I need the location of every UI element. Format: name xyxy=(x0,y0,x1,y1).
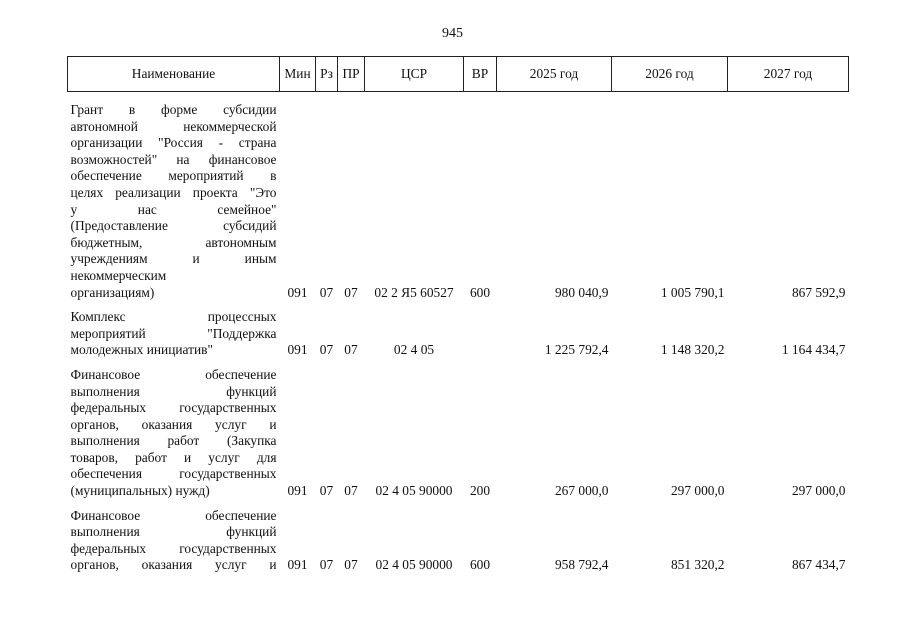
row-name-line: обеспечение мероприятий в xyxy=(70,168,277,184)
cell-2027: 297 000,0 xyxy=(791,483,846,499)
cell-2026: 1 005 790,1 xyxy=(660,284,725,300)
row-name-line: бюджетным, автономным xyxy=(70,234,277,250)
cell-min: 091 xyxy=(287,557,308,573)
cell-pr: 07 xyxy=(344,284,358,300)
row-spacer xyxy=(68,360,849,367)
header-csr: ЦСР xyxy=(365,57,464,92)
cell-vr: 600 xyxy=(469,284,491,300)
row-name-line: выполнения функций xyxy=(70,383,277,399)
table-row xyxy=(68,508,849,575)
row-name-line: целях реализации проекта "Это xyxy=(70,184,277,200)
header-vr: ВР xyxy=(464,57,497,92)
row-name-line: федеральных государственных xyxy=(70,540,277,556)
row-name-line: организациям) xyxy=(70,284,155,300)
row-name-line: у нас семейное" xyxy=(70,201,277,217)
cell-2026: 297 000,0 xyxy=(670,483,725,499)
row-name-line: (Предоставление субсидий xyxy=(70,218,277,234)
cell-csr: 02 4 05 90000 xyxy=(375,557,453,573)
cell-rz: 07 xyxy=(319,284,334,300)
cell-csr: 02 4 05 90000 xyxy=(375,483,453,499)
cell-2025: 1 225 792,4 xyxy=(544,342,609,358)
row-name-line: автономной некоммерческой xyxy=(70,118,277,134)
cell-min: 091 xyxy=(287,483,308,499)
row-name-line: федеральных государственных xyxy=(70,400,277,416)
row-spacer xyxy=(68,302,849,309)
cell-2027: 1 164 434,7 xyxy=(781,342,846,358)
table-header-row xyxy=(68,57,849,92)
row-name xyxy=(68,508,280,575)
cell-pr: 07 xyxy=(344,342,358,358)
cell-2025: 267 000,0 xyxy=(554,483,609,499)
header-name: Наименование xyxy=(68,57,280,92)
row-name-line: мероприятий "Поддержка xyxy=(70,325,277,341)
row-name-line: возможностей" на финансовое xyxy=(70,151,277,167)
cell-vr xyxy=(464,309,497,360)
row-name-line: (муниципальных) нужд) xyxy=(70,483,210,499)
cell-csr: 02 2 Я5 60527 xyxy=(374,284,454,300)
row-name xyxy=(68,367,280,501)
row-name-line: Финансовое обеспечение xyxy=(70,507,277,523)
cell-2026: 1 148 320,2 xyxy=(660,342,725,358)
row-spacer xyxy=(68,501,849,508)
cell-rz: 07 xyxy=(319,483,334,499)
cell-rz: 07 xyxy=(319,342,334,358)
row-name-line: Комплекс процессных xyxy=(70,309,277,325)
header-2026: 2026 год xyxy=(612,57,728,92)
table-row xyxy=(68,102,849,302)
header-2025: 2025 год xyxy=(497,57,612,92)
cell-2027: 867 434,7 xyxy=(791,557,846,573)
cell-vr: 200 xyxy=(469,483,491,499)
cell-2025: 980 040,9 xyxy=(554,284,609,300)
cell-min: 091 xyxy=(287,284,308,300)
row-name-line: молодежных инициатив" xyxy=(70,342,213,358)
table-row xyxy=(68,367,849,501)
table-body xyxy=(68,92,849,576)
row-name-line: некоммерческим xyxy=(70,267,167,283)
row-name-line: товаров, работ и услуг для xyxy=(70,449,277,465)
row-name-line: органов, оказания услуг и xyxy=(70,416,277,432)
cell-pr: 07 xyxy=(344,557,358,573)
row-name-line: Финансовое обеспечение xyxy=(70,366,277,382)
cell-2026: 851 320,2 xyxy=(670,557,725,573)
cell-vr: 600 xyxy=(469,557,491,573)
cell-rz: 07 xyxy=(319,557,334,573)
header-pr: ПР xyxy=(338,57,365,92)
header-2027: 2027 год xyxy=(728,57,849,92)
cell-min: 091 xyxy=(287,342,308,358)
row-name xyxy=(68,102,280,302)
row-spacer xyxy=(68,92,849,103)
table-row xyxy=(68,309,849,360)
row-name xyxy=(68,309,280,360)
header-min: Мин xyxy=(280,57,316,92)
cell-pr: 07 xyxy=(344,483,358,499)
row-name-line: выполнения функций xyxy=(70,524,277,540)
cell-csr: 02 4 05 xyxy=(393,342,435,358)
row-name-line: организации "Россия - страна xyxy=(70,135,277,151)
cell-2025: 958 792,4 xyxy=(554,557,609,573)
row-name-line: учреждениям и иным xyxy=(70,251,277,267)
row-name-line: выполнения работ (Закупка xyxy=(70,433,277,449)
row-name-line: Грант в форме субсидии xyxy=(70,102,277,117)
header-rz: Рз xyxy=(316,57,338,92)
cell-2027: 867 592,9 xyxy=(791,284,846,300)
page-number: 945 xyxy=(442,26,463,41)
budget-table xyxy=(67,56,849,575)
row-name-line: обеспечения государственных xyxy=(70,466,277,482)
row-name-line: органов, оказания услуг и xyxy=(70,557,277,573)
